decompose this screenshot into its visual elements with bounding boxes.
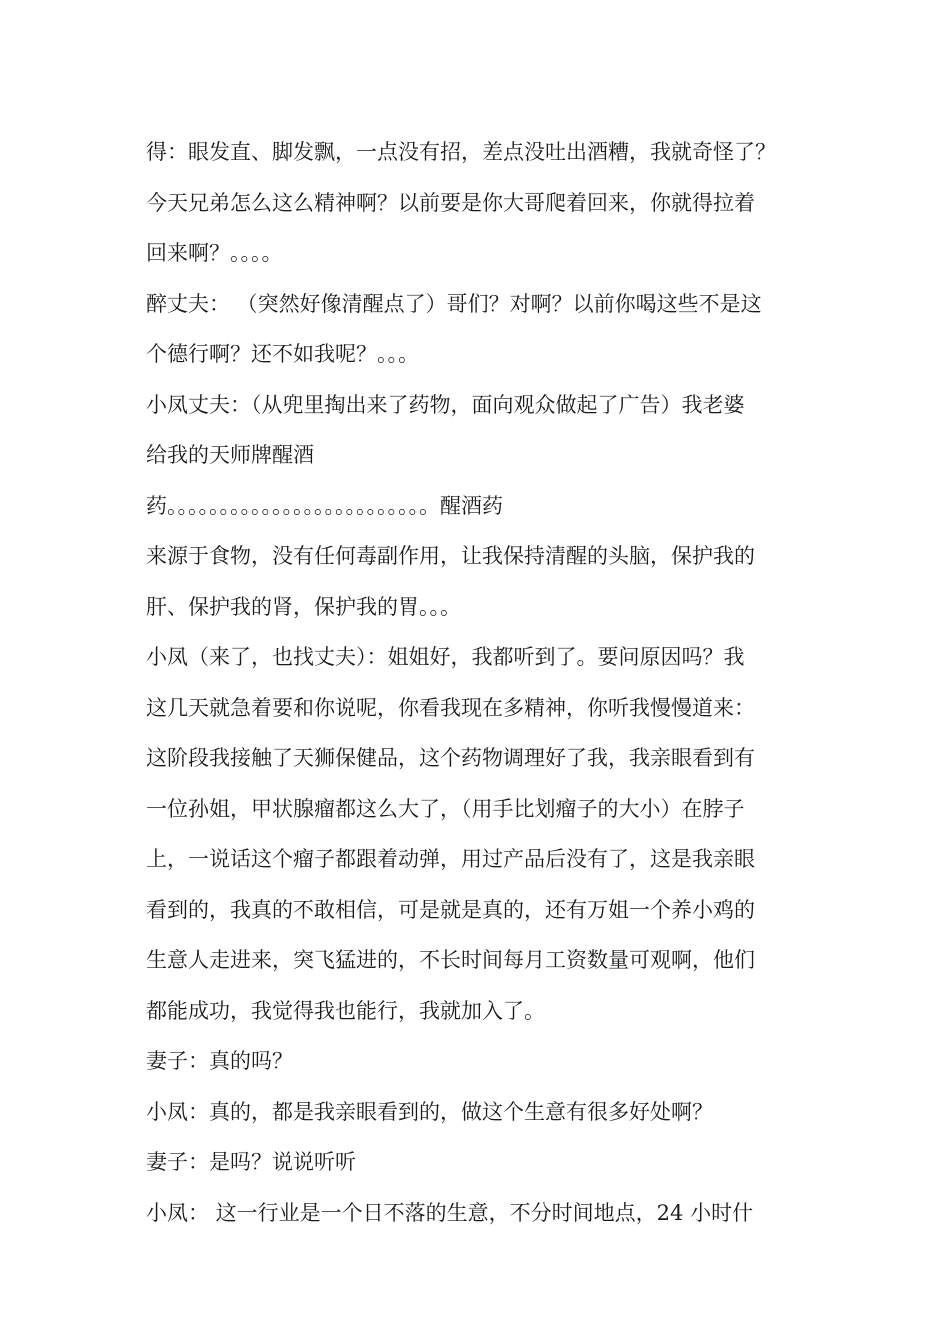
text-line: 妻子：是吗？说说听听 xyxy=(146,1150,356,1174)
text-line: 妻子：真的吗？ xyxy=(146,1049,293,1073)
document-text xyxy=(146,127,816,1238)
text-line: 一位孙姐，甲状腺瘤都这么大了，（用手比划瘤子的大小）在脖子 xyxy=(146,796,745,821)
text-line: 小凤丈夫：（从兜里掏出来了药物，面向观众做起了广告）我老婆 xyxy=(146,392,745,417)
text-line: 得：眼发直、脚发飘，一点没有招，差点没吐出酒糟，我就奇怪了？ xyxy=(146,140,776,164)
text-line: 给我的天师牌醒酒 xyxy=(146,443,314,467)
text-line: 肝、保护我的肾，保护我的胃。。。 xyxy=(146,594,461,619)
text-line: 这阶段我接触了天狮保健品，这个药物调理好了我，我亲眼看到有 xyxy=(146,746,755,770)
text-line: 今天兄弟怎么这么精神啊？以前要是你大哥爬着回来，你就得拉着 xyxy=(146,190,755,215)
text-line: 小凤： 这一行业是一个日不落的生意，不分时间地点，24 小时什 xyxy=(146,1200,754,1225)
text-line: 上，一说话这个瘤子都跟着动弹，用过产品后没有了，这是我亲眼 xyxy=(146,847,755,871)
text-line: 醉丈夫： （突然好像清醒点了）哥们？对啊？以前你喝这些不是这 xyxy=(146,291,762,316)
text-line: 都能成功，我觉得我也能行，我就加入了。 xyxy=(146,998,545,1023)
text-line: 小凤：真的，都是我亲眼看到的，做这个生意有很多好处啊？ xyxy=(146,1099,713,1124)
text-line: 这几天就急着要和你说呢，你看我现在多精神，你听我慢慢道来： xyxy=(146,695,755,720)
text-line: 看到的，我真的不敢相信，可是就是真的，还有万姐一个养小鸡的 xyxy=(146,897,755,922)
text-line: 来源于食物，没有任何毒副作用，让我保持清醒的头脑，保护我的 xyxy=(146,544,755,568)
text-line: 小凤（来了，也找丈夫）：姐姐好，我都听到了。要问原因吗？我 xyxy=(146,645,745,669)
text-line: 药。。。。。。。。。。。。。。。。。。。。。。。。。醒酒药 xyxy=(146,493,503,518)
text-line: 回来啊？。。。。 xyxy=(146,241,283,265)
text-line: 个德行啊？还不如我呢？。。。 xyxy=(146,342,419,366)
text-line: 生意人走进来，突飞猛进的，不长时间每月工资数量可观啊，他们 xyxy=(146,948,755,972)
